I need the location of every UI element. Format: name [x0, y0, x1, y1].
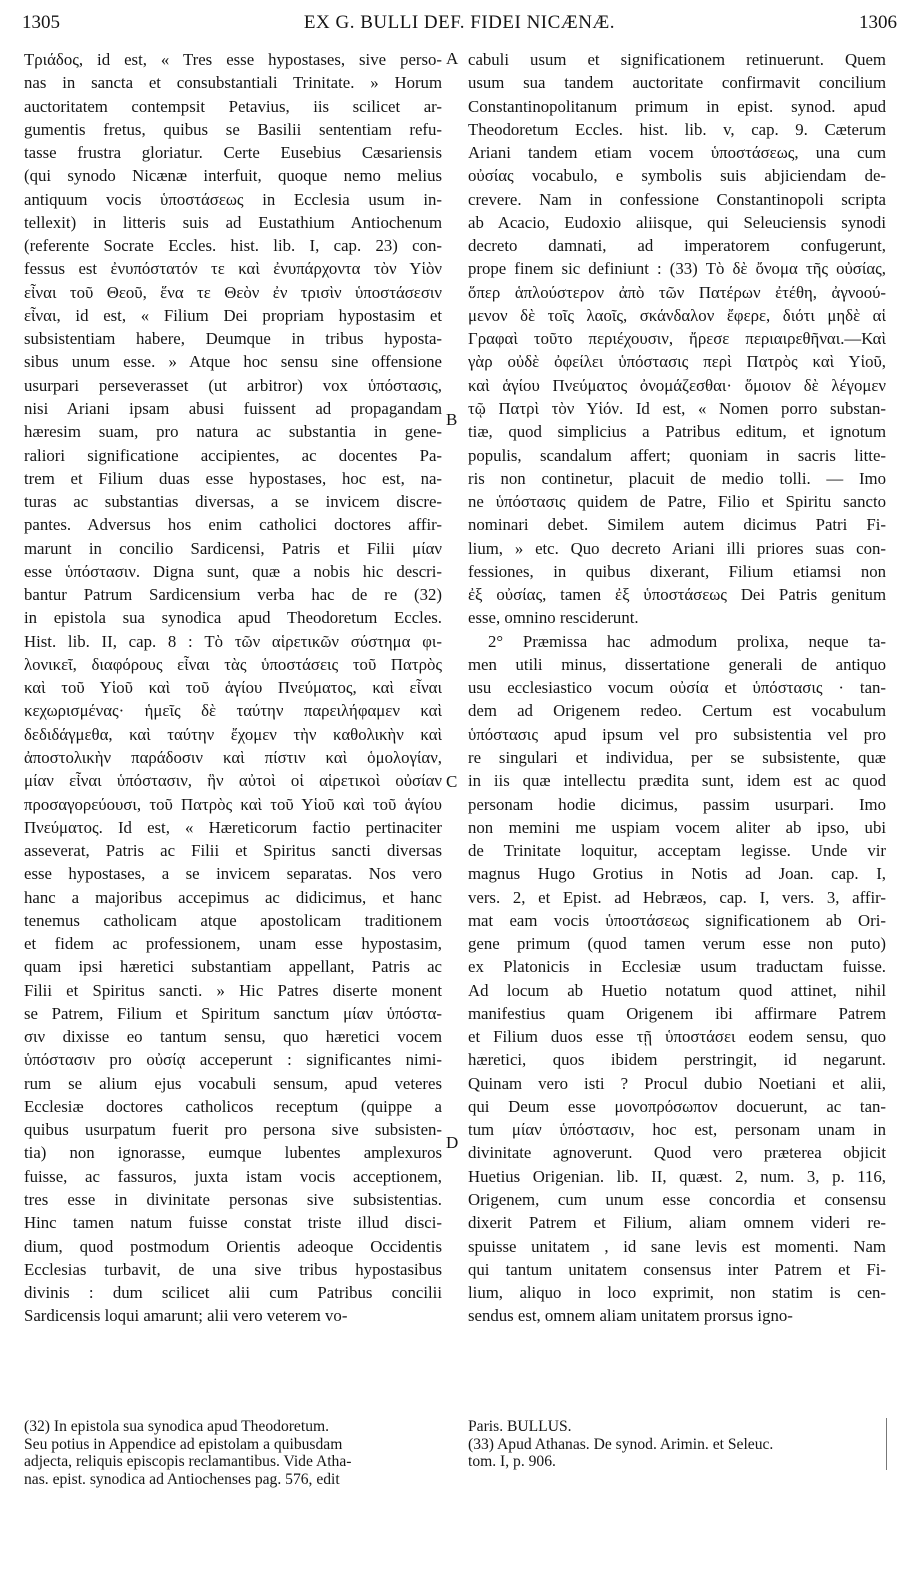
text-line: esse, omnino resciderunt. — [468, 608, 639, 628]
text-line: ris non continetur, placuit de medio tolli. — Imo — [468, 468, 886, 488]
text-line: ne ὑπόστασις quidem de Patre, Filio et Spiritu sancto — [468, 492, 886, 512]
text-line: Paris. BULLUS. — [468, 1418, 572, 1435]
text-line: εἶναι, id est, « Filium Dei propriam hypostasim et — [24, 305, 442, 325]
text-line: tres esse in divinitate personas sive subsistentias. — [24, 1190, 442, 1210]
text-line: vers. 2, et Epist. ad Hebræos, cap. I, vers. 3, affir- — [468, 887, 886, 907]
text-line: Ariani tandem etiam vocem ὑποστάσεως, una cum — [468, 143, 886, 163]
text-line: fuisse, ac fassuros, juxta istam vocis acceptionem, — [24, 1166, 442, 1186]
text-line: Hinc tamen natum fuisse constat triste illud disci- — [24, 1213, 442, 1233]
text-line: Huetius Origenian. lib. II, quæst. 2, num. 3, p. 116, — [468, 1166, 886, 1186]
text-line: hæretici, quos ibidem perstringit, id negarunt. — [468, 1050, 886, 1070]
text-line: δεδιδάγμεθα, καὶ ταύτην ἔχομεν τὴν καθολικὴν καὶ — [24, 724, 442, 744]
text-line: turas ac substantias diversas, a se invicem discre- — [24, 492, 442, 512]
text-line: crevere. Nam in confessione Constantinopoli scripta — [468, 189, 886, 209]
text-line: sibus unum esse. » Atque hoc sensu sine offensione — [24, 352, 442, 372]
text-line: cabuli usum et significationem retinuerunt. Quem — [468, 50, 886, 69]
text-line: esse ὑπόστασιν. Digna sunt, quæ a nobis hic descri- — [24, 561, 442, 581]
text-line: μίαν εἶναι ὑπόστασιν, ἣν αὐτοὶ οἱ αἱρετικοὶ οὐσίαν — [24, 771, 442, 791]
text-line: ἀποστολικὴν παράδοσιν καὶ πίστιν καὶ ὁμολογίαν, — [24, 747, 442, 767]
text-line: οὐσίας vocabulo, e symbolis suis abjiciendam de- — [468, 166, 886, 186]
text-line: tiæ, quod simplicius a Patribus editum, et ignotum — [468, 422, 886, 442]
text-line: pantes. Adversus hos enim catholici doctores affir- — [24, 515, 442, 535]
text-line: καὶ τοῦ Υἱοῦ καὶ τοῦ ἁγίου Πνεύματος, καὶ εἶναι — [24, 678, 442, 698]
text-line: Sardicensis loqui amarunt; alii vero veterem vo- — [24, 1306, 348, 1326]
text-line: rum se alium ejus vocabuli sensum, apud veteres — [24, 1073, 442, 1093]
text-line: Γραφαὶ τοῦτο περιέχουσιν, ἤρεσε περιαιρεθῆναι.—Καὶ — [468, 329, 886, 349]
text-line: (referente Socrate Eccles. hist. lib. I, cap. 23) con- — [24, 236, 442, 256]
text-line: nisi Ariani ipsam abusi fuissent ad propagandam — [24, 398, 442, 418]
text-line: Origenem, cum unum esse concordia et consensu — [468, 1190, 886, 1210]
text-line: non memini me uspiam vocem aliter ab ipso, ubi — [468, 817, 886, 837]
text-line: usurpari perseverasset (ut arbitror) vox ὑπόστασις, — [24, 375, 442, 395]
text-line: gene primum (quod tamen verum esse non puto) — [468, 934, 886, 954]
text-line: personam hodie dicimus, passim usurpari. Imo — [468, 794, 886, 814]
footnote-rule — [886, 1418, 887, 1470]
text-line: trem et Filium duas esse hypostases, hoc est, na- — [24, 468, 442, 488]
text-line: Constantinopolitanum primum in epist. synod. apud — [468, 96, 886, 116]
text-line: hæresim suam, pro natura ac substantia in gene- — [24, 422, 442, 442]
text-line: κεχωρισμένας· ἡμεῖς δὲ ταύτην παρειλήφαμεν καὶ — [24, 701, 442, 721]
text-line: spuisse unitatem , id sane levis est momenti. Nam — [468, 1236, 886, 1256]
text-line: Seu potius in Appendice ad epistolam a quibusdam — [24, 1435, 343, 1453]
text-line: decreto damnati, ad imperatorem confugerunt, — [468, 236, 886, 256]
text-line: gumentis fretus, quibus se Basilii sententiam refu- — [24, 119, 442, 139]
footnotes-left — [24, 1418, 442, 1488]
text-line: prope finem sic definiunt : (33) Τὸ δὲ ὄνομα τῆς οὐσίας, — [468, 259, 886, 279]
text-line: Filii et Spiritus sancti. » Hic Patres diserte monent — [24, 980, 442, 1000]
text-line: nas. epist. synodica ad Antiochenses pag. 576, edit — [24, 1470, 340, 1488]
text-line: (33) Apud Athanas. De synod. Arimin. et Seleuc. — [468, 1435, 774, 1453]
text-line: σιν dixisse eo tantum sensu, quo hæretici vocem — [24, 1027, 442, 1047]
text-line: usu ecclesiastico vocum οὐσία et ὑπόστασις · tan- — [468, 678, 886, 698]
right-column — [468, 48, 886, 1328]
text-line: ὑπόστασις apud ipsum vel pro subsistentia vel pro — [468, 724, 886, 744]
text-line: manifestius quam Origenem ibi affirmare Patrem — [468, 1003, 886, 1023]
text-line: quibus usurpatum fuerit pro persona sive subsisten- — [24, 1120, 442, 1140]
text-line: antiquum vocis ὑποστάσεως in Ecclesia usum in- — [24, 189, 442, 209]
text-line: esse hypostases, a se invicem separatas. Nos vero — [24, 864, 442, 884]
text-line: in epistola sua synodica apud Theodoretum Eccles. — [24, 608, 442, 628]
text-line: (32) In epistola sua synodica apud Theodoretum. — [24, 1418, 330, 1435]
page-number-right: 1306 — [859, 12, 897, 33]
text-line: tenemus catholicam atque apostolicam traditionem — [24, 910, 442, 930]
text-line: tum μίαν ὑπόστασιν, hoc est, personam unam in — [468, 1120, 886, 1140]
text-line: et fidem ac professionem, unam esse hypostasim, — [24, 934, 442, 954]
text-line: γὰρ οὐδὲ ὀφείλει ὑπόστασις περὶ Πατρὸς καὶ Υἱοῦ, — [468, 352, 886, 372]
text-line: sendus est, omnem aliam unitatem prorsus igno- — [468, 1306, 793, 1326]
text-line: tasse frustra gloriatur. Certe Eusebius Cæsariensis — [24, 143, 442, 163]
text-line: in iis quæ intellectu prædita sunt, idem est ac quod — [468, 771, 886, 791]
text-line: marunt in concilio Sardicensi, Patris et Filii μίαν — [24, 538, 442, 558]
text-line: καὶ ἁγίου Πνεύματος ὀνομάζεσθαι· ὅμοιον δὲ λέγομεν — [468, 375, 886, 395]
text-line: subsistentiam habere, Deumque in tribus hyposta- — [24, 329, 442, 349]
text-line: Ecclesiæ doctores catholicos receptum (quippe a — [24, 1096, 442, 1116]
text-line: ὑπόστασιν pro οὐσίᾳ acceperunt : significantes nimi- — [24, 1050, 442, 1070]
text-line: Τριάδος, id est, « Tres esse hypostases, sive perso- — [24, 50, 442, 69]
text-line: tom. I, p. 906. — [468, 1453, 556, 1470]
text-line: λονικεῖ, διαφόρους εἶναι τὰς ὑποστάσεις τοῦ Πατρὸς — [24, 654, 442, 674]
text-line: divinitate agnoverunt. Quod vero præterea objicit — [468, 1143, 886, 1163]
text-line: lium, » etc. Quo decreto Ariani illi priores suas con- — [468, 538, 886, 558]
margin-letter-b: B — [446, 410, 458, 429]
text-line: τῷ Πατρὶ τὸν Υἱόν. Id est, « Nomen porro substan- — [468, 398, 886, 418]
text-line: tellexit) in litteris suis ad Eustathium Antiochenum — [24, 212, 442, 232]
text-line: fessus est ἐνυπόστατόν τε καὶ ἐνυπάρχοντα τὸν Υἱὸν — [24, 259, 442, 279]
footnotes-right — [468, 1418, 886, 1471]
text-line: Quinam vero isti ? Procul dubio Noetiani et alii, — [468, 1073, 886, 1093]
text-line: se Patrem, Filium et Spiritum sanctum μίαν ὑπόστα- — [24, 1003, 442, 1023]
text-line: dixerit Patrem et Filium, aliam omnem videri re- — [468, 1213, 886, 1233]
text-line: Πνεύματος. Id est, « Hæreticorum factio pertinaciter — [24, 817, 442, 837]
text-line: fessiones, in quibus dixerant, Filium etiamsi non — [468, 561, 886, 581]
text-line: auctoritatem contempsit Petavius, iis scilicet ar- — [24, 96, 442, 116]
text-line: populis, scandalum affert; quoniam in sacris litte- — [468, 445, 886, 465]
text-line: εἶναι τοῦ Θεοῦ, ἕνα τε Θεὸν ἐν τρισὶν ὑποστάσεσιν — [24, 282, 442, 302]
page-number-left: 1305 — [22, 12, 60, 33]
margin-letter-c: C — [446, 772, 458, 791]
margin-letter-a: A — [446, 49, 459, 68]
text-line: nominari debet. Similem autem dicimus Patri Fi- — [468, 515, 886, 535]
text-line: usum sua tandem auctoritate confirmavit concilium — [468, 73, 886, 93]
text-line: ὅπερ ἁπλούστερον ἀπὸ τῶν Πατέρων ἐτέθη, ἀγνοού- — [468, 282, 886, 302]
text-line: Ad locum ab Huetio notatum quod attinet, nihil — [468, 980, 886, 1000]
text-line: de Trinitate loquitur, acceptam legisse. Unde vir — [468, 841, 886, 861]
text-line: tia) non ignorasse, eumque lubentes amplexuros — [24, 1143, 442, 1163]
text-line: adjecta, reliquis episcopis reclamantibus. Vide Atha- — [24, 1453, 352, 1470]
text-line: qui tantum unitatem consensus inter Patrem et Fi- — [468, 1259, 886, 1279]
text-line: ex Platonicis in Ecclesiæ usum traductam fuisse. — [468, 957, 886, 977]
text-line: asseverat, Patris ac Filii et Spiritus sancti diversas — [24, 841, 442, 861]
running-header — [22, 12, 897, 36]
text-line: nas in sancta et consubstantiali Trinitate. » Horum — [24, 73, 442, 93]
text-line: Hist. lib. II, cap. 8 : Τὸ τῶν αἱρετικῶν σύστημα φι- — [24, 631, 442, 651]
text-line: raliori significatione accipientes, ac docentes Pa- — [24, 445, 442, 465]
text-line: magnus Hugo Grotius in Notis ad Joan. cap. I, — [468, 864, 886, 884]
text-line: qui Deum esse μονοπρόσωπον docuerunt, ac tan- — [468, 1096, 886, 1116]
text-line: re singulari et individua, per se subsistente, quæ — [468, 747, 886, 767]
text-line: quam ipsi hæretici substantiam appellant, Patris ac — [24, 957, 442, 977]
text-line: bantur Patrum Sardicensium verba hac de re (32) — [24, 585, 442, 605]
text-line: προσαγορεύουσι, τοῦ Πατρὸς καὶ τοῦ Υἱοῦ καὶ τοῦ ἁγίου — [24, 794, 442, 814]
text-line: ἐξ οὐσίας, tamen ἐξ ὑποστάσεως Dei Patris genitum — [468, 585, 886, 605]
text-line: men utili minus, dissertatione generali de antiquo — [468, 654, 886, 674]
text-line: Ecclesias turbavit, de una sive tribus hypostasibus — [24, 1259, 442, 1279]
text-line: Theodoretum Eccles. hist. lib. v, cap. 9. Cæterum — [468, 119, 886, 139]
text-line: et Filium duos esse τῇ ὑποστάσει eodem sensu, quo — [468, 1027, 886, 1047]
text-line: dium, quod postmodum Orientis adeoque Occidentis — [24, 1236, 442, 1256]
text-line: hanc a majoribus accepimus ac didicimus, et hanc — [24, 887, 442, 907]
margin-letter-d: D — [446, 1133, 459, 1152]
text-line: lium, aliquo in loco exprimit, non statim is cen- — [468, 1283, 886, 1303]
left-column — [24, 48, 442, 1328]
text-line: 2° Præmissa hac admodum prolixa, neque ta- — [488, 631, 886, 651]
text-line: mat eam vocis ὑποστάσεως significationem ab Ori- — [468, 910, 886, 930]
text-line: ab Acacio, Eudoxio aliisque, qui Seleuciensis synodi — [468, 212, 886, 232]
text-line: (qui synodo Nicænæ interfuit, quoque nemo melius — [24, 166, 442, 186]
text-line: μενον δὲ τοῖς λαοῖς, σκάνδαλον ἔφερε, διότι μηδὲ αἱ — [468, 305, 886, 325]
running-title: EX G. BULLI DEF. FIDEI NICÆNÆ. — [303, 12, 616, 33]
text-line: divinis : dum scilicet alii cum Patribus concilii — [24, 1283, 442, 1303]
text-line: dem ad Origenem redeo. Certum est vocabulum — [468, 701, 886, 721]
